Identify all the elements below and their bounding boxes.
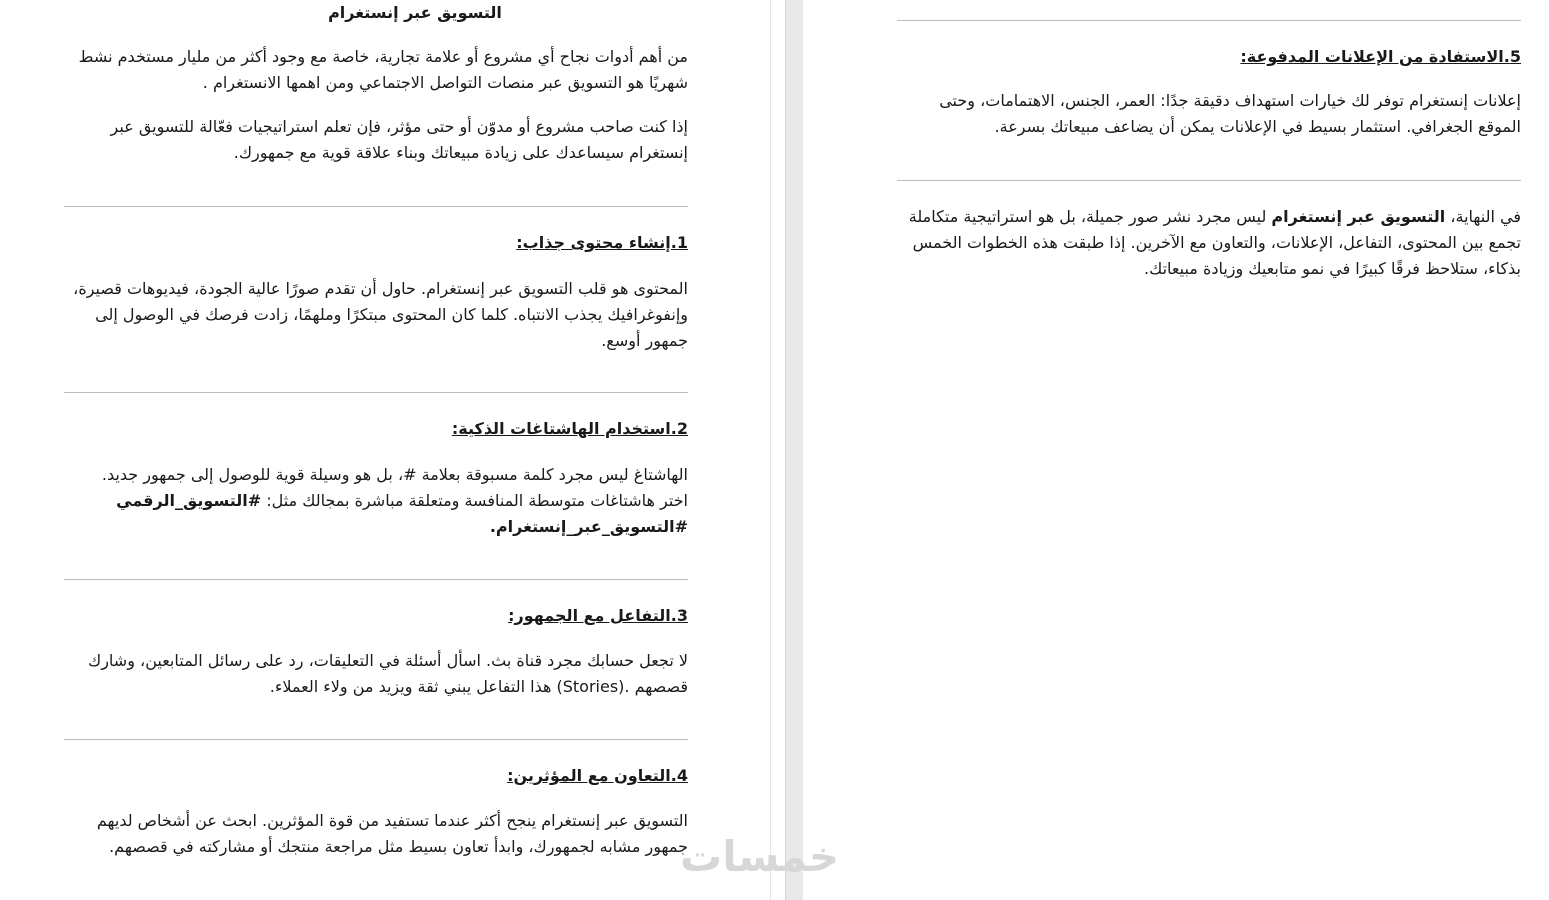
section-divider (897, 180, 1521, 181)
document-title: التسويق عبر إنستغرام (328, 3, 502, 22)
section-3-body: لا تجعل حسابك مجرد قناة بث. اسأل أسئلة في التعليقات، رد على رسائل المتابعين، وشارك قصصهم .(Stories) هذا التفاعل يبني ثقة ويزيد من ولاء العملاء. (88, 651, 688, 696)
section-4-body: التسويق عبر إنستغرام ينجح أكثر عندما تستفيد من قوة المؤثرين. ابحث عن أشخاص لديهم جمهور مشابه لجمهورك، وابدأ تعاون بسيط مثل مراجعة منتجك أو مشاركته في قصصهم. (96, 811, 688, 856)
section-divider (64, 579, 688, 580)
section-divider (64, 206, 688, 207)
intro-paragraph-2: إذا كنت صاحب مشروع أو مدوّن أو حتى مؤثر، فإن تعلم استراتيجيات فعّالة للتسويق عبر إنستغرام سيساعدك على زيادة مبيعاتك وبناء علاقة قوية مع جمهورك. (110, 117, 688, 162)
page-separator (785, 0, 805, 900)
intro-paragraph-1: من أهم أدوات نجاح أي مشروع أو علامة تجارية، خاصة مع وجود أكثر من مليار مستخدم نشط شهريًا هو التسويق عبر منصات التواصل الاجتماعي ومن اهمها الانستغرام . (78, 47, 688, 92)
section-divider (64, 739, 688, 740)
conclusion-lead: في النهاية، (1445, 207, 1521, 226)
page-edge (770, 0, 771, 900)
section-5-body: إعلانات إنستغرام توفر لك خيارات استهداف دقيقة جدًا: العمر، الجنس، الاهتمامات، وحتى الموقع الجغرافي. استثمار بسيط في الإعلانات يمكن أن يضاعف مبيعاتك بسرعة. (939, 91, 1521, 136)
conclusion-paragraph (905, 204, 1521, 282)
section-1-body: المحتوى هو قلب التسويق عبر إنستغرام. حاول أن تقدم صورًا عالية الجودة، فيديوهات قصيرة، وإنفوغرافيك يجذب الانتباه. كلما كان المحتوى مبتكرًا وملهمًا، زادت فرصك في الوصول إلى جمهور أوسع. (73, 279, 688, 350)
section-5-heading: 5.الاستفادة من الإعلانات المدفوعة: (1240, 47, 1521, 66)
section-2-text: الهاشتاغ ليس مجرد كلمة مسبوقة بعلامة #، بل هو وسيلة قوية للوصول إلى جمهور جديد. اختر هاشتاغات متوسطة المنافسة ومتعلقة مباشرة بمجالك مثل: (101, 465, 688, 510)
section-2-body (70, 462, 688, 540)
section-1-heading: 1.إنشاء محتوى جذاب: (516, 233, 688, 252)
khamsat-watermark: خمسات (680, 832, 840, 881)
section-3-heading: 3.التفاعل مع الجمهور: (508, 606, 688, 625)
section-divider (897, 20, 1521, 21)
conclusion-rest: ليس مجرد نشر صور جميلة، بل هو استراتيجية متكاملة تجمع بين المحتوى، التفاعل، الإعلانات، والتعاون مع الآخرين. إذا طبقت هذه الخطوات الخمس بذكاء، ستلاحظ فرقًا كبيرًا في نمو متابعيك وزيادة مبيعاتك. (908, 207, 1521, 278)
conclusion-keyword: التسويق عبر إنستغرام (1271, 207, 1446, 226)
section-4-heading: 4.التعاون مع المؤثرين: (507, 766, 688, 785)
hashtag-examples: #التسويق_الرقمي #التسويق_عبر_إنستغرام. (116, 491, 688, 536)
section-divider (64, 392, 688, 393)
section-2-heading: 2.استخدام الهاشتاغات الذكية: (451, 419, 688, 438)
